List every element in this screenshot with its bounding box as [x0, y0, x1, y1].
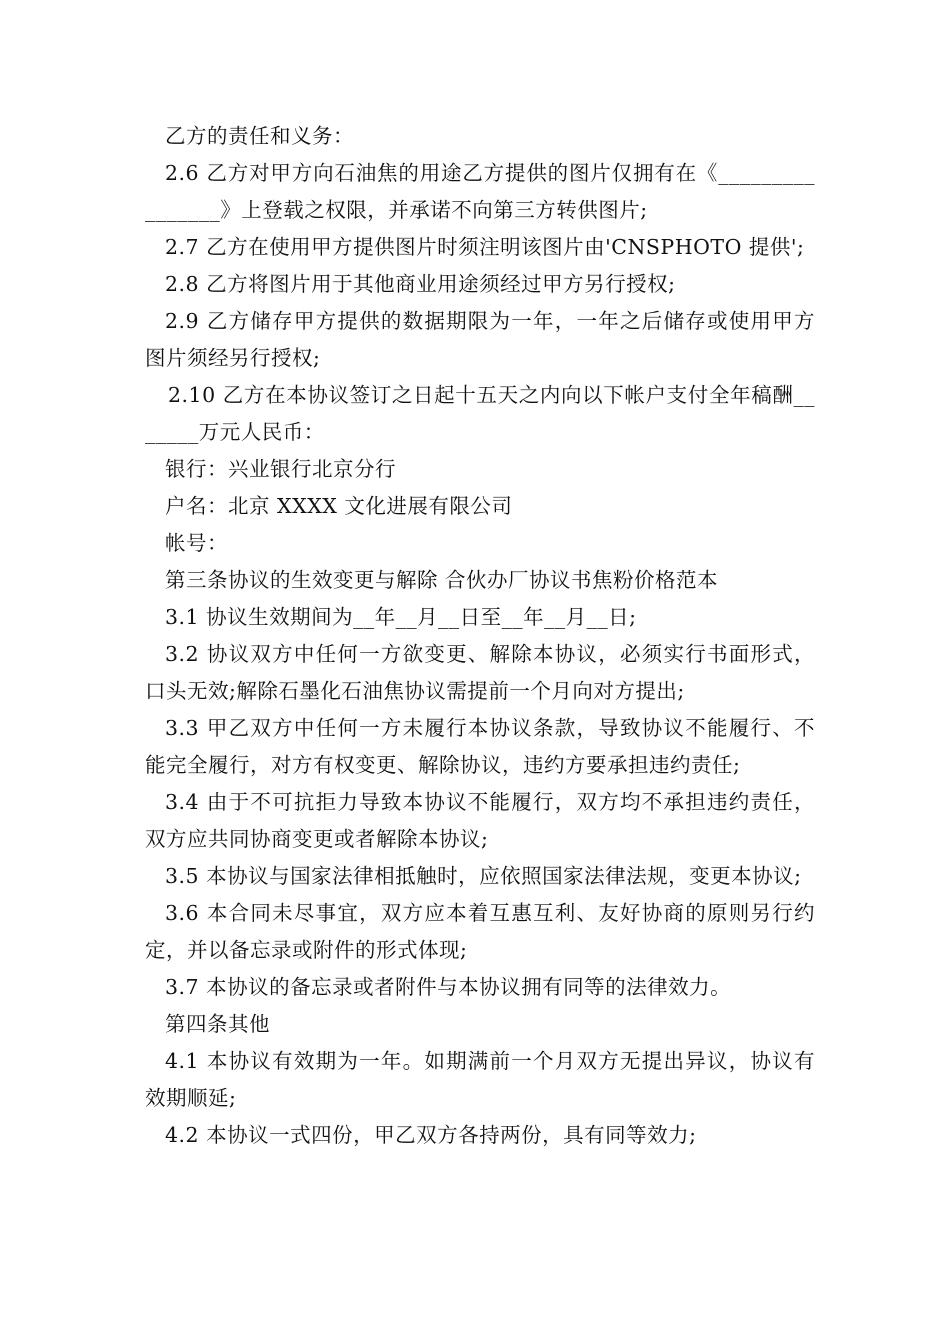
document-page [145, 118, 815, 1154]
clause-3-6: 3.6 本合同未尽事宜，双方应本着互惠互利、友好协商的原则另行约定，并以备忘录或附件的形式体现; [145, 901, 815, 962]
account-number: 帐号： [165, 531, 228, 555]
clause-4-1: 4.1 本协议有效期为一年。如期满前一个月双方无提出异议，协议有效期顺延; [145, 1049, 815, 1110]
clause-2-9: 2.9 乙方储存甲方提供的数据期限为一年，一年之后储存或使用甲方图片须经另行授权; [145, 309, 815, 370]
clause-2-10: 2.10 乙方在本协议签订之日起十五天之内向以下帐户支付全年稿酬_______万元人民币： [145, 383, 815, 444]
clause-2-7: 2.7 乙方在使用甲方提供图片时须注明该图片由'CNSPHOTO 提供'; [165, 235, 805, 259]
section-heading-article-3: 第三条协议的生效变更与解除 合伙办厂协议书焦粉价格范本 [165, 568, 719, 592]
section-heading-article-4: 第四条其他 [165, 1012, 270, 1036]
bank-name: 银行：兴业银行北京分行 [165, 457, 396, 481]
clause-3-5: 3.5 本协议与国家法律相抵触时，应依照国家法律法规，变更本协议; [165, 864, 802, 888]
clause-3-4: 3.4 由于不可抗拒力导致本协议不能履行，双方均不承担违约责任，双方应共同协商变更或者解除本协议; [145, 790, 815, 851]
account-holder: 户名：北京 XXXX 文化进展有限公司 [165, 494, 513, 518]
clause-2-8: 2.8 乙方将图片用于其他商业用途须经过甲方另行授权; [165, 272, 676, 296]
section-heading-obligations: 乙方的责任和义务： [165, 124, 354, 148]
clause-4-2: 4.2 本协议一式四份，甲乙双方各持两份，具有同等效力; [165, 1123, 697, 1147]
clause-3-7: 3.7 本协议的备忘录或者附件与本协议拥有同等的法律效力。 [165, 975, 732, 999]
clause-3-1: 3.1 协议生效期间为__年__月__日至__年__月__日; [165, 605, 637, 629]
clause-3-3: 3.3 甲乙双方中任何一方未履行本协议条款，导致协议不能履行、不能完全履行，对方有权变更、解除协议，违约方要承担违约责任; [145, 716, 815, 777]
clause-2-6: 2.6 乙方对甲方向石油焦的用途乙方提供的图片仅拥有在《________________》上登载之权限，并承诺不向第三方转供图片; [145, 161, 815, 222]
clause-3-2: 3.2 协议双方中任何一方欲变更、解除本协议，必须实行书面形式，口头无效;解除石墨化石油焦协议需提前一个月向对方提出; [145, 642, 815, 703]
